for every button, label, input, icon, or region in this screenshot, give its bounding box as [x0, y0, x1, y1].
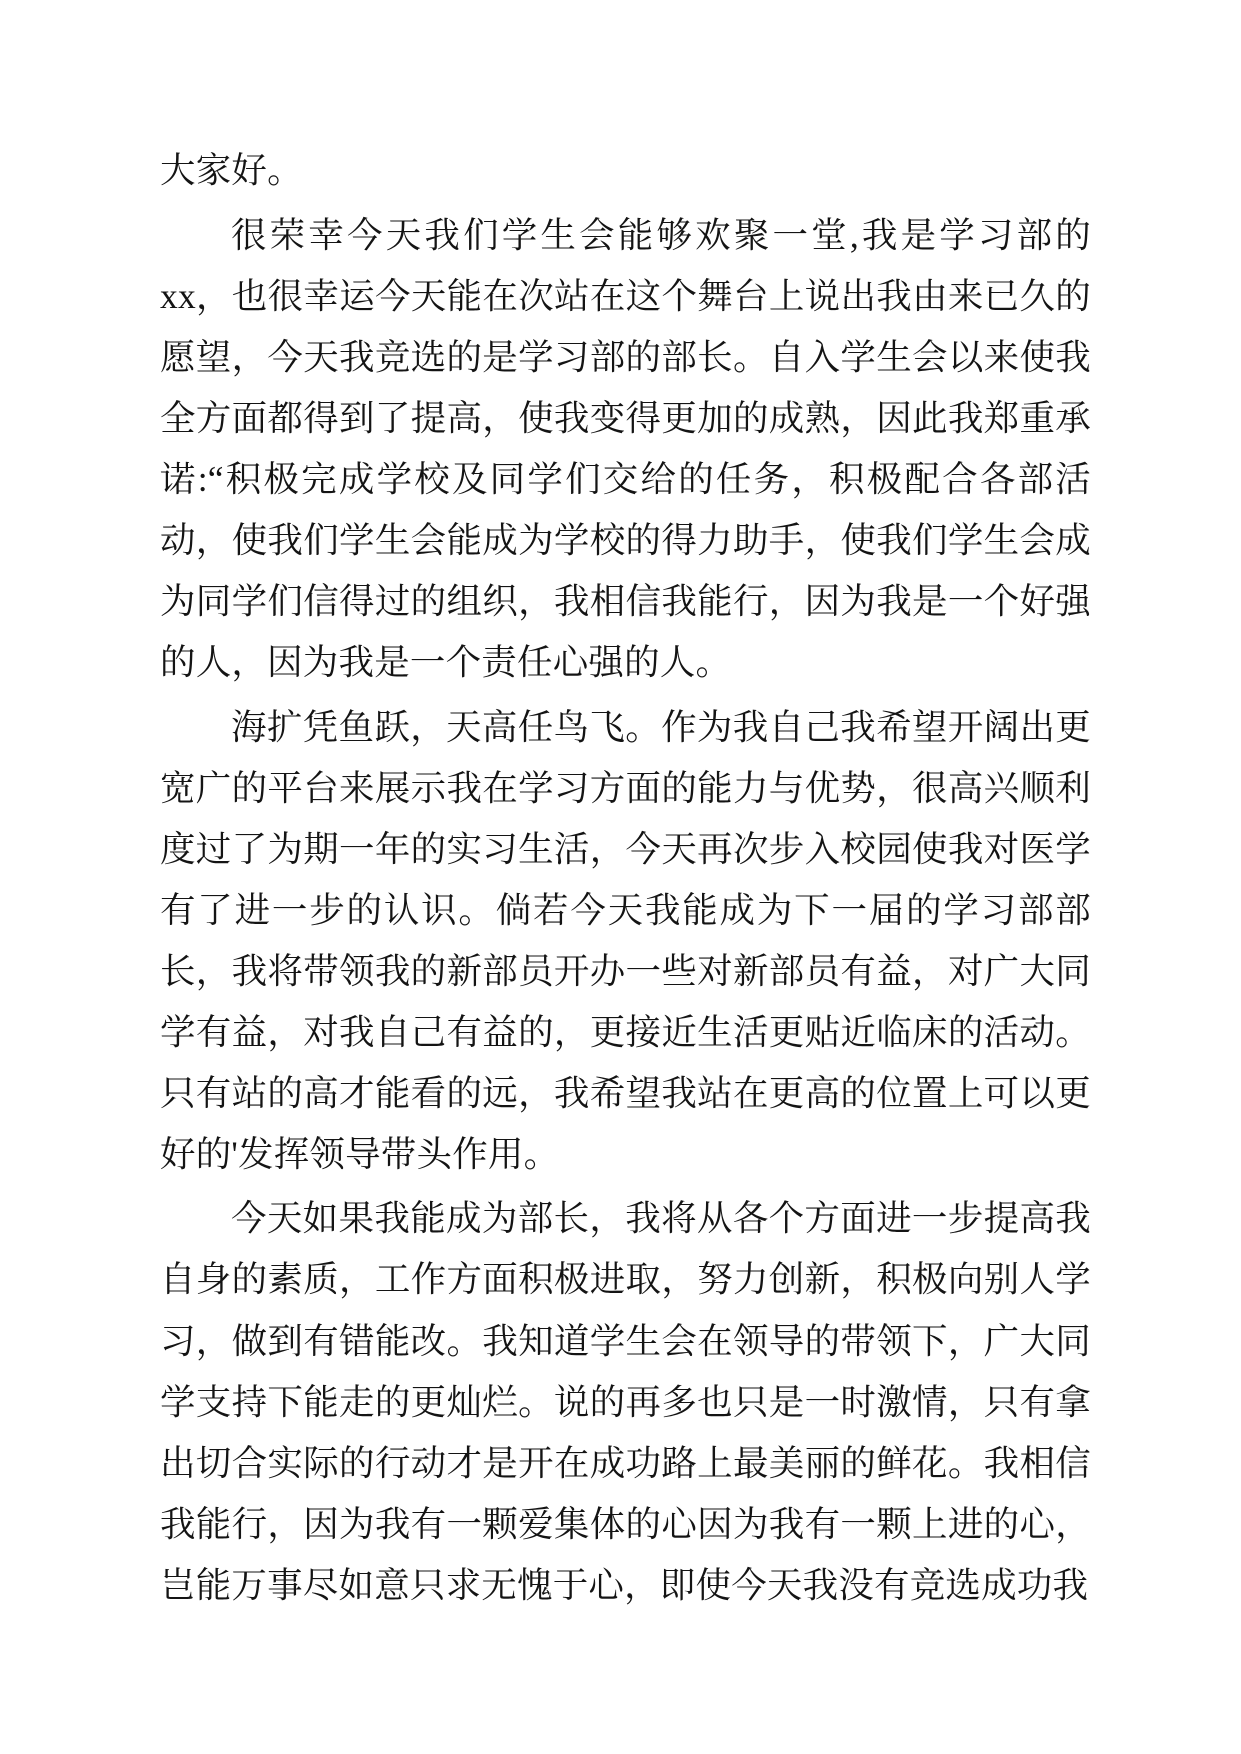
document-body	[160, 140, 1091, 1616]
paragraph-commitment: 今天如果我能成为部长，我将从各个方面进一步提高我自身的素质，工作方面积极进取，努力创新，积极向别人学习，做到有错能改。我知道学生会在领导的带领下，广大同学支持下能走的更灿烂。说的再多也只是一时激情，只有拿出切合实际的行动才是开在成功路上最美丽的鲜花。我相信我能行，因为我有一颗爱集体的心因为我有一颗上进的心，岂能万事尽如意只求无愧于心，即使今天我没有竞选成功我	[160, 1198, 1091, 1605]
paragraph-intro: 很荣幸今天我们学生会能够欢聚一堂,我是学习部的xx，也很幸运今天能在次站在这个舞台上说出我由来已久的愿望，今天我竞选的是学习部的部长。自入学生会以来使我全方面都得到了提高，使我变得更加的成熟，因此我郑重承诺:“积极完成学校及同学们交给的任务，积极配合各部活动，使我们学生会能成为学校的得力助手，使我们学生会成为同学们信得过的组织，我相信我能行，因为我是一个好强的人，因为我是一个责任心强的人。	[160, 214, 1091, 682]
paragraph-greeting: 大家好。	[160, 150, 303, 190]
paragraph-aspiration: 海扩凭鱼跃，天高任鸟飞。作为我自己我希望开阔出更宽广的平台来展示我在学习方面的能力与优势，很高兴顺利度过了为期一年的实习生活，今天再次步入校园使我对医学有了进一步的认识。倘若今天我能成为下一届的学习部部长，我将带领我的新部员开办一些对新部员有益，对广大同学有益，对我自己有益的，更接近生活更贴近临床的活动。只有站的高才能看的远，我希望我站在更高的位置上可以更好的'发挥领导带头作用。	[160, 706, 1091, 1174]
